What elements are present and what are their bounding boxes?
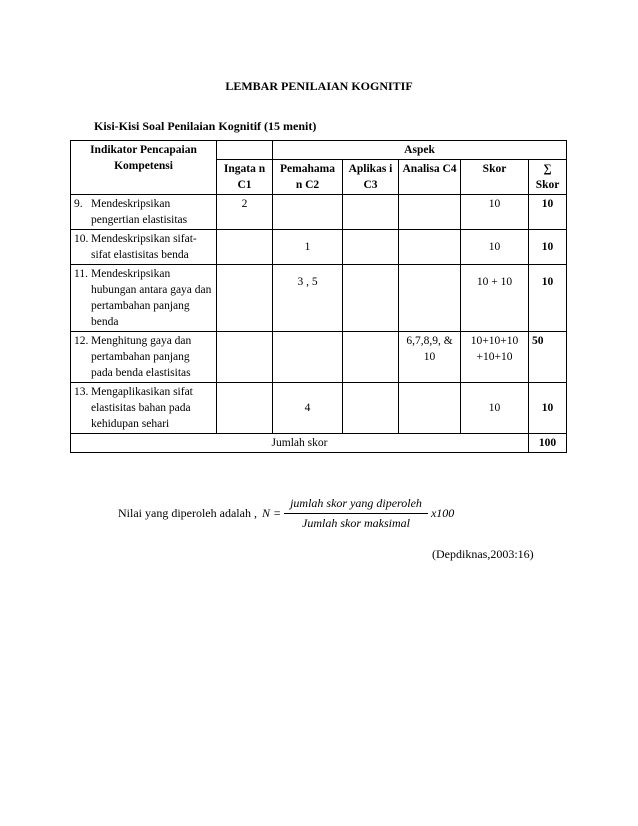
assessment-grid-table	[70, 140, 567, 453]
header-c3: Aplikas i C3	[343, 160, 399, 195]
row-number: 11.	[74, 268, 88, 280]
c4-cell	[399, 230, 461, 265]
header-aspek-spacer	[217, 141, 273, 160]
table-row	[71, 332, 567, 383]
skor-cell: 10	[461, 195, 529, 230]
table-row	[71, 195, 567, 230]
header-indikator: Indikator Pencapaian Kompetensi	[71, 141, 217, 195]
c2-cell	[273, 332, 343, 383]
c4-cell	[399, 265, 461, 332]
formula-multiplier: x100	[430, 506, 455, 520]
row-number: 9.	[74, 198, 83, 210]
header-c2: Pemahama n C2	[273, 160, 343, 195]
skor-cell: 10	[461, 230, 529, 265]
total-cell: 50	[529, 332, 567, 383]
indikator-text: Menghitung gaya dan pertambahan panjang pada benda elastisitas	[91, 335, 192, 379]
c1-cell	[217, 265, 273, 332]
skor-cell: 10+10+10 +10+10	[461, 332, 529, 383]
jumlah-skor-label: Jumlah skor	[71, 434, 529, 453]
header-sum-skor	[529, 160, 567, 195]
sum-symbol: ∑	[543, 163, 552, 175]
total-cell: 10	[529, 383, 567, 434]
header-c1: Ingata n C1	[217, 160, 273, 195]
c2-cell	[273, 195, 343, 230]
page-title: LEMBAR PENILAIAN KOGNITIF	[225, 79, 413, 93]
row-number: 12.	[74, 335, 89, 347]
indikator-text: Mendeskripsikan hubungan antara gaya dan pertambahan panjang benda	[91, 268, 212, 328]
skor-cell: 10	[461, 383, 529, 434]
total-cell: 10	[529, 195, 567, 230]
skor-cell: 10 + 10	[461, 265, 529, 332]
c3-cell	[343, 383, 399, 434]
header-aspek: Aspek	[273, 141, 567, 160]
row-number: 10.	[74, 233, 89, 245]
header-skor: Skor	[461, 160, 529, 195]
c1-cell	[217, 230, 273, 265]
citation: (Depdiknas,2003:16)	[432, 547, 534, 561]
total-cell: 10	[529, 265, 567, 332]
indikator-cell	[71, 383, 217, 434]
footer-row	[71, 434, 567, 453]
c3-cell	[343, 195, 399, 230]
formula-fraction	[284, 496, 428, 531]
indikator-cell	[71, 332, 217, 383]
c2-cell: 1	[273, 230, 343, 265]
table-row	[71, 383, 567, 434]
c4-cell	[399, 383, 461, 434]
header-row-top	[71, 141, 567, 160]
c4-cell: 6,7,8,9, & 10	[399, 332, 461, 383]
score-formula	[118, 496, 454, 531]
c3-cell	[343, 265, 399, 332]
header-c4: Analisa C4	[399, 160, 461, 195]
sum-skor-label: Skor	[535, 179, 560, 191]
indikator-cell	[71, 265, 217, 332]
c3-cell	[343, 332, 399, 383]
c2-cell: 4	[273, 383, 343, 434]
jumlah-skor-total: 100	[529, 434, 567, 453]
c2-cell: 3 , 5	[273, 265, 343, 332]
indikator-text: Mendeskripsikan pengertian elastisitas	[91, 198, 188, 226]
c3-cell	[343, 230, 399, 265]
total-cell: 10	[529, 230, 567, 265]
table-row	[71, 265, 567, 332]
formula-label: Nilai yang diperoleh adalah ,	[118, 506, 257, 520]
indikator-cell	[71, 195, 217, 230]
formula-numerator: jumlah skor yang diperoleh	[284, 496, 428, 514]
c4-cell	[399, 195, 461, 230]
c1-cell	[217, 383, 273, 434]
formula-lhs: N =	[261, 506, 282, 520]
table-row	[71, 230, 567, 265]
c1-cell: 2	[217, 195, 273, 230]
indikator-text: Mengaplikasikan sifat elastisitas bahan pada kehidupan sehari	[91, 386, 193, 430]
formula-denominator: Jumlah skor maksimal	[302, 516, 410, 530]
section-subtitle: Kisi-Kisi Soal Penilaian Kognitif (15 menit)	[94, 119, 317, 133]
indikator-text: Mendeskripsikan sifat-sifat elastisitas benda	[91, 233, 197, 261]
row-number: 13.	[74, 386, 89, 398]
c1-cell	[217, 332, 273, 383]
indikator-cell	[71, 230, 217, 265]
